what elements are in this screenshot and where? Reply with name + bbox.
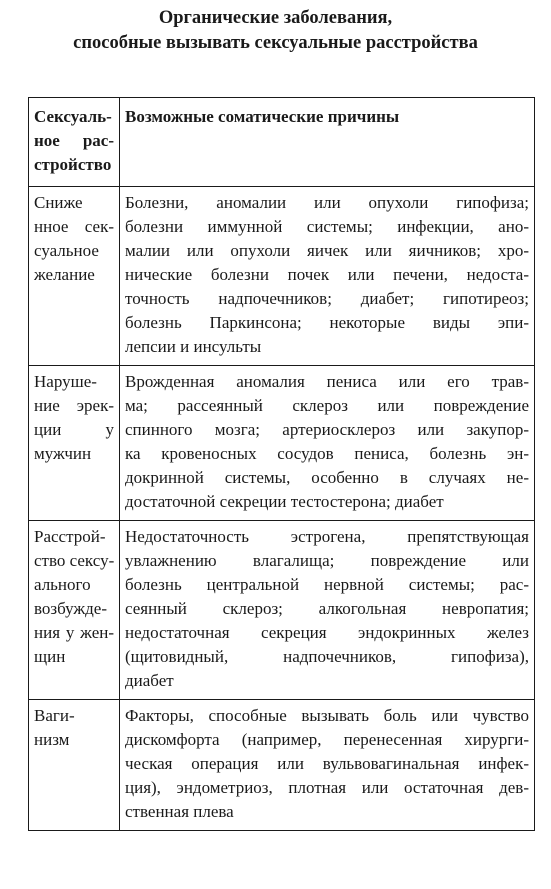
cause-line: дискомфорта (например, перенесенная хирурги- xyxy=(125,730,529,749)
disorder-cell xyxy=(29,521,120,700)
title-line: способные вызывать сексуальные расстройства xyxy=(73,33,478,53)
causes-cell xyxy=(120,187,535,366)
disorder-line: ции у xyxy=(34,420,114,439)
header-disorder-line: стройство xyxy=(34,155,112,174)
disorders-table xyxy=(28,97,535,831)
table-header-row xyxy=(29,98,535,187)
table-row xyxy=(29,521,535,700)
cause-line: Недостаточность эстрогена, препятствующая xyxy=(125,527,529,546)
disorder-line: низм xyxy=(34,730,70,749)
cause-line: Врожденная аномалия пениса или его трав- xyxy=(125,372,529,391)
cause-line: ственная плева xyxy=(125,802,234,821)
disorder-line: мужчин xyxy=(34,444,92,463)
table-row xyxy=(29,187,535,366)
cause-line: увлажнению влагалища; повреждение или xyxy=(125,551,529,570)
table-row xyxy=(29,700,535,831)
disorder-cell xyxy=(29,366,120,521)
cause-line: малии или опухоли яичек или яичников; хро- xyxy=(125,241,529,260)
cause-line: болезнь центральной нервной системы; рас- xyxy=(125,575,529,594)
cause-line: нические болезни почек или печени, недоста- xyxy=(125,265,529,284)
cause-line: Болезни, аномалии или опухоли гипофиза; xyxy=(125,193,529,212)
cause-line: болезнь Паркинсона; некоторые виды эпи- xyxy=(125,313,529,332)
disorder-line: желание xyxy=(34,265,95,284)
disorder-line: Расстрой- xyxy=(34,527,106,546)
disorder-line: ального xyxy=(34,575,91,594)
cause-line: (щитовидный, надпочечников, гипофиза), xyxy=(125,647,529,666)
document-title xyxy=(0,6,551,56)
disorder-line: ние эрек- xyxy=(34,396,114,415)
disorder-line: нное сек- xyxy=(34,217,114,236)
cause-line: лепсии и инсульты xyxy=(125,337,262,356)
cause-line: ма; рассеянный склероз или повреждение xyxy=(125,396,529,415)
cause-line: достаточной секреции тестостерона; диабет xyxy=(125,492,444,511)
disorder-line: ния у жен- xyxy=(34,623,114,642)
header-disorder-line: ное рас- xyxy=(34,131,114,150)
cause-line: точность надпочечников; диабет; гипотиреоз; xyxy=(125,289,529,308)
cause-line: докринной системы, особенно в случаях не- xyxy=(125,468,529,487)
causes-cell xyxy=(120,366,535,521)
table-row xyxy=(29,366,535,521)
cause-line: Факторы, способные вызывать боль или чувство xyxy=(125,706,529,725)
disorder-line: Сниже xyxy=(34,193,83,212)
cause-line: болезни иммунной системы; инфекции, ано- xyxy=(125,217,529,236)
disorder-line: Ваги- xyxy=(34,706,75,725)
disorder-line: суальное xyxy=(34,241,99,260)
disorder-cell xyxy=(29,187,120,366)
cause-line: ция), эндометриоз, плотная или остаточная дев- xyxy=(125,778,529,797)
cause-line: ка кровеносных сосудов пениса, болезнь эн- xyxy=(125,444,529,463)
disorder-line: Наруше- xyxy=(34,372,97,391)
causes-cell xyxy=(120,521,535,700)
cause-line: сеянный склероз; алкогольная невропатия; xyxy=(125,599,529,618)
causes-cell xyxy=(120,700,535,831)
cause-line: спинного мозга; артериосклероз или закупор- xyxy=(125,420,529,439)
title-line: Органические заболевания, xyxy=(158,8,393,28)
cause-line: диабет xyxy=(125,671,174,690)
cause-line: недостаточная секреция эндокринных желез xyxy=(125,623,529,642)
header-disorder-line: Сексуаль- xyxy=(34,107,112,126)
cause-line: ческая операция или вульвовагинальная инфек- xyxy=(125,754,529,773)
header-disorder xyxy=(29,98,120,187)
disorder-line: щин xyxy=(34,647,66,666)
disorder-cell xyxy=(29,700,120,831)
disorder-line: ство сексу- xyxy=(34,551,115,570)
disorder-line: возбужде- xyxy=(34,599,108,618)
header-causes: Возможные соматические причины xyxy=(120,98,535,187)
